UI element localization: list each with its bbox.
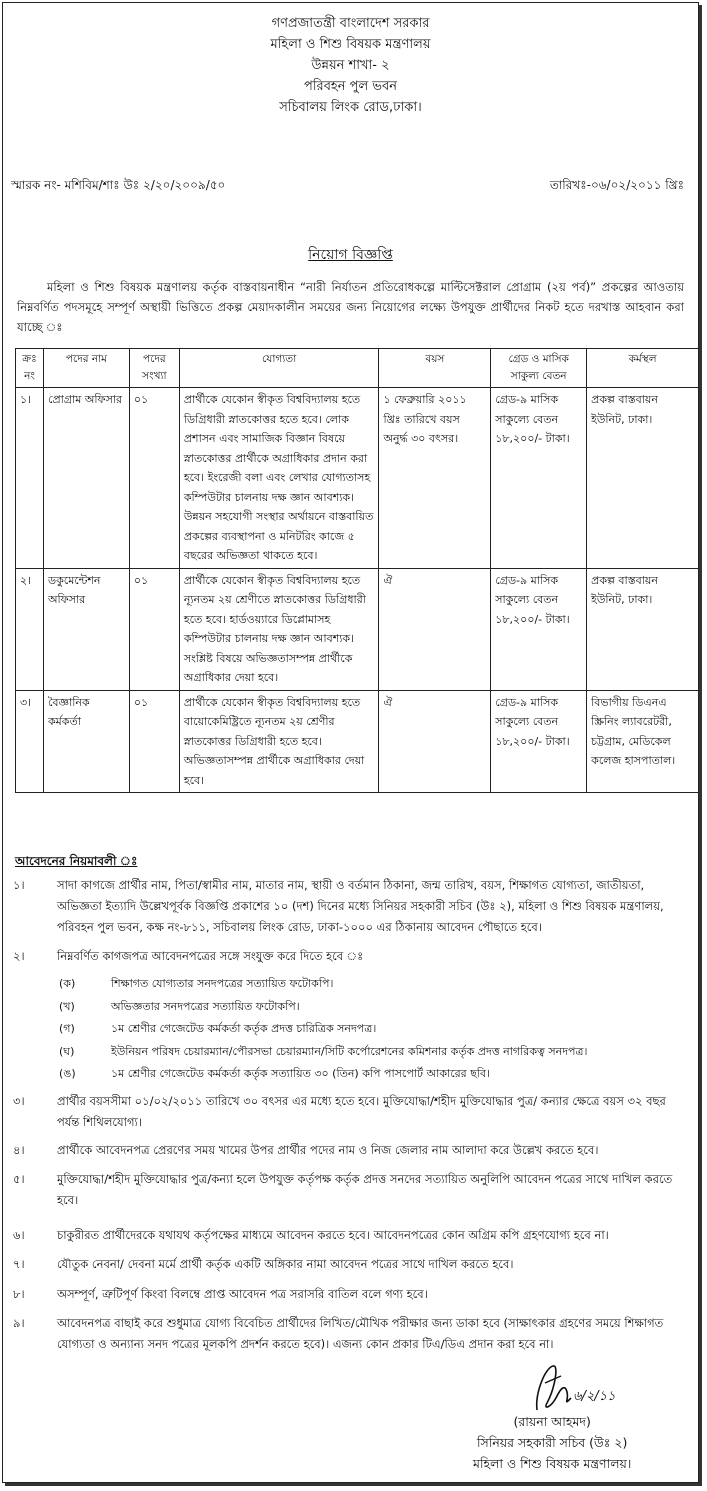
document-text: ১ম শ্রেণীর গেজেটেড কর্মকর্তা কর্তৃক সত্যায়িত ৩০ (তিন) কপি পাসপোর্ট আকারের ছবি। xyxy=(111,1067,491,1080)
rule-text: যৌতুক নেবনা/ দেবনা মর্মে প্রার্থী কর্তৃক একটি অঙ্গিকার নামা আবেদন পত্রের সাথে দাখিল করতে হবে। xyxy=(57,1257,514,1271)
rule-item xyxy=(13,946,686,967)
rule-text: আবেদনপত্র বাছাই করে শুধুমাত্র যোগ্য বিবেচিত প্রার্থীদের লিখিত/মৌখিক পরীক্ষার জন্য ডাকা হবে (সাক্ষাৎকার গ্রহণের সময়ে শিক্ষাগত যোগ্যতা ও অন্যান্য সনদ পত্রের মূলকপি প্রদর্শন করতে হবে)। এজন্য কোন প্রকার টিএ/ডিএ প্রদান করা হবে না। xyxy=(57,1316,664,1351)
rule-text: প্রার্থীকে আবেদনপত্র প্রেরণের সময় খামের উপর প্রার্থীর পদের নাম ও নিজ জেলার নাম আলাদা করে উল্লেখ করতে হবে। xyxy=(57,1143,599,1157)
document-text: ইউনিয়ন পরিষদ চেয়ারম্যান/পৌরসভা চেয়ারম্যান/সিটি কর্পোরেশনের কমিশনার কর্তৃক প্রদত্ত নাগরিকত্ব সনদপত্র। xyxy=(111,1044,588,1058)
cell-age: ১ ফেব্রুয়ারি ২০১১ খ্রিঃ তারিখে বয়স অনুর্দ্ধ ৩০ বৎসর। xyxy=(379,388,491,569)
header-serial: ক্রঃ নং xyxy=(16,349,44,388)
rule-text: চাকুরীরত প্রার্থীদেরকে যথাযথ কর্তৃপক্ষের মাধ্যমে আবেদন করতে হবে। আবেদনপত্রের কোন অগ্রিম কপি গ্রহণযোগ্য হবে না। xyxy=(57,1228,609,1242)
signatory-ministry: মহিলা ও শিশু বিষয়ক মন্ত্রণালয়। xyxy=(473,1456,632,1471)
signatory-block xyxy=(473,1411,631,1474)
document-text: ১ম শ্রেণীর গেজেটেড কর্মকর্তা কর্তৃক প্রদত্ত চারিত্রিক সনদপত্র। xyxy=(111,1022,377,1035)
rule-text: সাদা কাগজে প্রার্থীর নাম, পিতা/স্বামীর নাম, মাতার নাম, স্থায়ী ও বর্তমান ঠিকানা, জন্ম তারিখ, বয়স, শিক্ষাগত যোগ্যতা, জাতীয়তা, অভিজ্ঞতা ইত্যাদি উল্লেখপূর্বক বিজ্ঞপ্তি প্রকাশের ১০ (দশ) দিনের মধ্যে সিনিয়র সহকারী সচিব (উঃ ২), মহিলা ও শিশু বিষয়ক মন্ত্রণালয়, পরিবহন পুল ভবন, কক্ষ নং-৮১১, সচিবালয় লিংক রোড, ঢাকা-১০০০ এর ঠিকানায় আবেদন পৌছাতে হবে। xyxy=(57,878,664,934)
cell-workplace: প্রকল্প বাস্তবায়ন ইউনিট, ঢাকা। xyxy=(587,568,699,690)
required-documents-list xyxy=(59,973,587,1086)
rule-number: ২। xyxy=(13,949,25,963)
rule-item xyxy=(13,1284,686,1305)
building-name: পরিবহন পুল ভবন xyxy=(304,79,397,94)
header-workplace: কর্মস্থল xyxy=(587,349,699,388)
header-age: বয়স xyxy=(379,349,491,388)
cell-qualification: প্রার্থীকে যেকোন স্বীকৃত বিশ্ববিদ্যালয় হতে ডিগ্রিধারী স্নাতকোত্তর হতে হবে। লোক প্রশাসন এবং সামাজিক বিজ্ঞান বিষয়ে স্নাতকোত্তর প্রার্থীকে অগ্রাধিকার প্রদান করা হবে। ইংরেজী বলা এবং লেখার যোগ্যতাসহ কম্পিউটার চালনায় দক্ষ জ্ঞান আবশ্যক। উন্নয়ন সহযোগী সংস্থার অর্থায়নে বাস্তবায়িত প্রকল্পের ব্যবস্থাপনা ও মনিটরিং কাজে ৫ বছরের অভিজ্ঞতা থাকতে হবে। xyxy=(179,388,379,569)
document-key: (ঙ) xyxy=(59,1067,76,1080)
posts-table xyxy=(15,348,699,793)
rule-item xyxy=(13,1254,686,1275)
header-grade: গ্রেড ও মাসিক সাকুল্য বেতন xyxy=(491,349,587,388)
cell-post: বৈজ্ঞানিক কর্মকর্তা xyxy=(43,690,129,793)
document-text: শিক্ষাগত যোগ্যতার সনদপত্রের সত্যায়িত ফটোকপি। xyxy=(111,977,334,990)
document-key: (খ) xyxy=(59,999,75,1013)
list-item xyxy=(59,996,587,1019)
cell-count: ০১ xyxy=(129,388,179,569)
cell-post: প্রোগ্রাম অফিসার xyxy=(43,388,129,569)
signatory-name: (রায়না আহমদ) xyxy=(513,1414,591,1429)
rules-heading: আবেদনের নিয়মাবলী ঃ xyxy=(15,854,138,868)
address: সচিবালয় লিংক রোড,ঢাকা। xyxy=(279,100,422,115)
list-item xyxy=(59,973,587,996)
rule-item xyxy=(13,1225,686,1246)
table-row xyxy=(16,388,699,569)
letterhead xyxy=(3,13,698,118)
rule-item xyxy=(13,1091,686,1133)
cell-age: ঐ xyxy=(379,690,491,793)
list-item xyxy=(59,1041,587,1064)
document-text: অভিজ্ঞতার সনদপত্রের সত্যায়িত ফটোকপি। xyxy=(111,999,300,1013)
header-qualification: যোগ্যতা xyxy=(179,349,379,388)
cell-post: ডকুমেন্টেশন অফিসার xyxy=(43,568,129,690)
branch-name: উন্নয়ন শাখা- ২ xyxy=(311,58,390,73)
rule-number: ৭। xyxy=(13,1257,25,1271)
cell-count: ০১ xyxy=(129,568,179,690)
ministry-name: মহিলা ও শিশু বিষয়ক মন্ত্রণালয় xyxy=(270,37,431,52)
signature-date: ৬/২/১১ xyxy=(573,1389,616,1404)
memo-date: তারিখঃ-০৬/০২/২০১১ খ্রিঃ xyxy=(549,178,684,192)
rule-number: ৯। xyxy=(13,1316,25,1330)
header-count: পদের সংখ্যা xyxy=(129,349,179,388)
cell-workplace: বিভাগীয় ডিএনএ স্ক্রিনিং ল্যাবরেটরী, চট্টগ্রাম, মেডিকেল কলেজ হাসপাতাল। xyxy=(587,690,699,793)
rule-text: মুক্তিযোদ্ধা/শহীদ মুক্তিযোদ্ধার পুত্র/কন্যা হলে উপযুক্ত কর্তৃপক্ষ কর্তৃক প্রদত্ত সনদের সত্যায়িত অনুলিপি আবেদন পত্রের সাথে দাখিল করতে হবে। xyxy=(57,1172,673,1207)
cell-workplace: প্রকল্প বাস্তবায়ন ইউনিট, ঢাকা। xyxy=(587,388,699,569)
table-header-row xyxy=(16,349,699,388)
signatory-designation: সিনিয়র সহকারী সচিব (উঃ ২) xyxy=(476,1435,628,1450)
cell-grade: গ্রেড-৯ মাসিক সাকুল্যে বেতন ১৮,২০০/- টাকা। xyxy=(491,388,587,569)
rule-item xyxy=(13,875,686,938)
cell-qualification: প্রার্থীকে যেকোন স্বীকৃত বিশ্ববিদ্যালয় হতে বায়োকেমিষ্ট্রিতে ন্যূনতম ২য় শ্রেণীর স্নাতকোত্তর ডিগ্রিধারী হতে হবে। অভিজ্ঞতাসম্পন্ন প্রার্থীকে অগ্রাধিকার দেয়া হবে। xyxy=(179,690,379,793)
notice-title: নিয়োগ বিজ্ঞপ্তি xyxy=(308,247,393,263)
cell-serial: ২। xyxy=(16,568,44,690)
document-key: (গ) xyxy=(59,1022,75,1035)
table-row xyxy=(16,568,699,690)
government-name: গণপ্রজাতন্ত্রী বাংলাদেশ সরকার xyxy=(271,16,430,31)
cell-serial: ১। xyxy=(16,388,44,569)
rule-text: প্রার্থীর বয়সসীমা ০১/০২/২০১১ তারিখে ৩০ বৎসর এর মধ্যে হতে হবে। মুক্তিযোদ্ধা/শহীদ মুক্তিযোদ্ধার পুত্র/ কন্যার ক্ষেত্রে বয়স ৩২ বছর পর্যন্ত শিথিলযোগ্য। xyxy=(57,1094,666,1129)
rule-number: ১। xyxy=(13,878,25,892)
rule-number: ৫। xyxy=(13,1172,25,1186)
memo-number: স্মারক নং- মশিবিম/শাঃ উঃ ২/২০/২০০৯/৫০ xyxy=(11,178,226,192)
rule-text: নিম্নবর্ণিত কাগজপত্র আবেদনপত্রের সঙ্গে সংযুক্ত করে দিতে হবে ঃ xyxy=(57,949,364,963)
cell-grade: গ্রেড-৯ মাসিক সাকুল্যে বেতন ১৮,২০০/- টাকা। xyxy=(491,568,587,690)
cell-count: ০১ xyxy=(129,690,179,793)
document-key: (ঘ) xyxy=(59,1044,75,1058)
header-post: পদের নাম xyxy=(43,349,129,388)
cell-grade: গ্রেড-৯ মাসিক সাকুল্যে বেতন ১৮,২০০/- টাকা। xyxy=(491,690,587,793)
rule-number: ৪। xyxy=(13,1143,25,1157)
rule-number: ৮। xyxy=(13,1287,25,1301)
cell-serial: ৩। xyxy=(16,690,44,793)
rule-item xyxy=(13,1140,686,1161)
table-row xyxy=(16,690,699,793)
rule-number: ৩। xyxy=(13,1094,25,1108)
memo-row xyxy=(11,177,684,197)
list-item xyxy=(59,1018,587,1041)
cell-qualification: প্রার্থীকে যেকোন স্বীকৃত বিশ্ববিদ্যালয় হতে ন্যূনতম ২য় শ্রেণীতে স্নাতকোত্তর ডিগ্রিধারী হতে হবে। হার্ডওয়্যারে ডিপ্লোমাসহ কম্পিউটার চালনায় দক্ষ জ্ঞান আবশ্যক। সংশ্লিষ্ট বিষয়ে অভিজ্ঞতাসম্পন্ন প্রার্থীকে অগ্রাধিকার দেয়া হবে। xyxy=(179,568,379,690)
cell-age: ঐ xyxy=(379,568,491,690)
list-item xyxy=(59,1063,587,1086)
rule-text: অসম্পূর্ণ, ত্রুটিপূর্ণ কিংবা বিলম্বে প্রাপ্ত আবেদন পত্র সরাসরি বাতিল বলে গণ্য হবে। xyxy=(57,1287,428,1301)
document-page xyxy=(2,2,699,1483)
document-key: (ক) xyxy=(59,977,76,990)
rule-item xyxy=(13,1169,686,1211)
rule-number: ৬। xyxy=(13,1228,25,1242)
intro-paragraph: মহিলা ও শিশু বিষয়ক মন্ত্রণালয় কর্তৃক বাস্তবায়নাধীন “নারী নির্যাতন প্রতিরোধকল্পে মাল্টিসেক্টরাল প্রোগ্রাম (২য় পর্ব)” প্রকল্পের আওতায় নিম্নবর্ণিত পদসমূহে সম্পূর্ণ অস্থায়ী ভিত্তিতে প্রকল্প মেয়াদকালীন সময়ের জন্য নিয়োগের লক্ষ্যে উপযুক্ত প্রার্থীদের নিকট হতে দরখাস্ত আহবান করা যাচ্ছে ঃ xyxy=(17,280,684,334)
